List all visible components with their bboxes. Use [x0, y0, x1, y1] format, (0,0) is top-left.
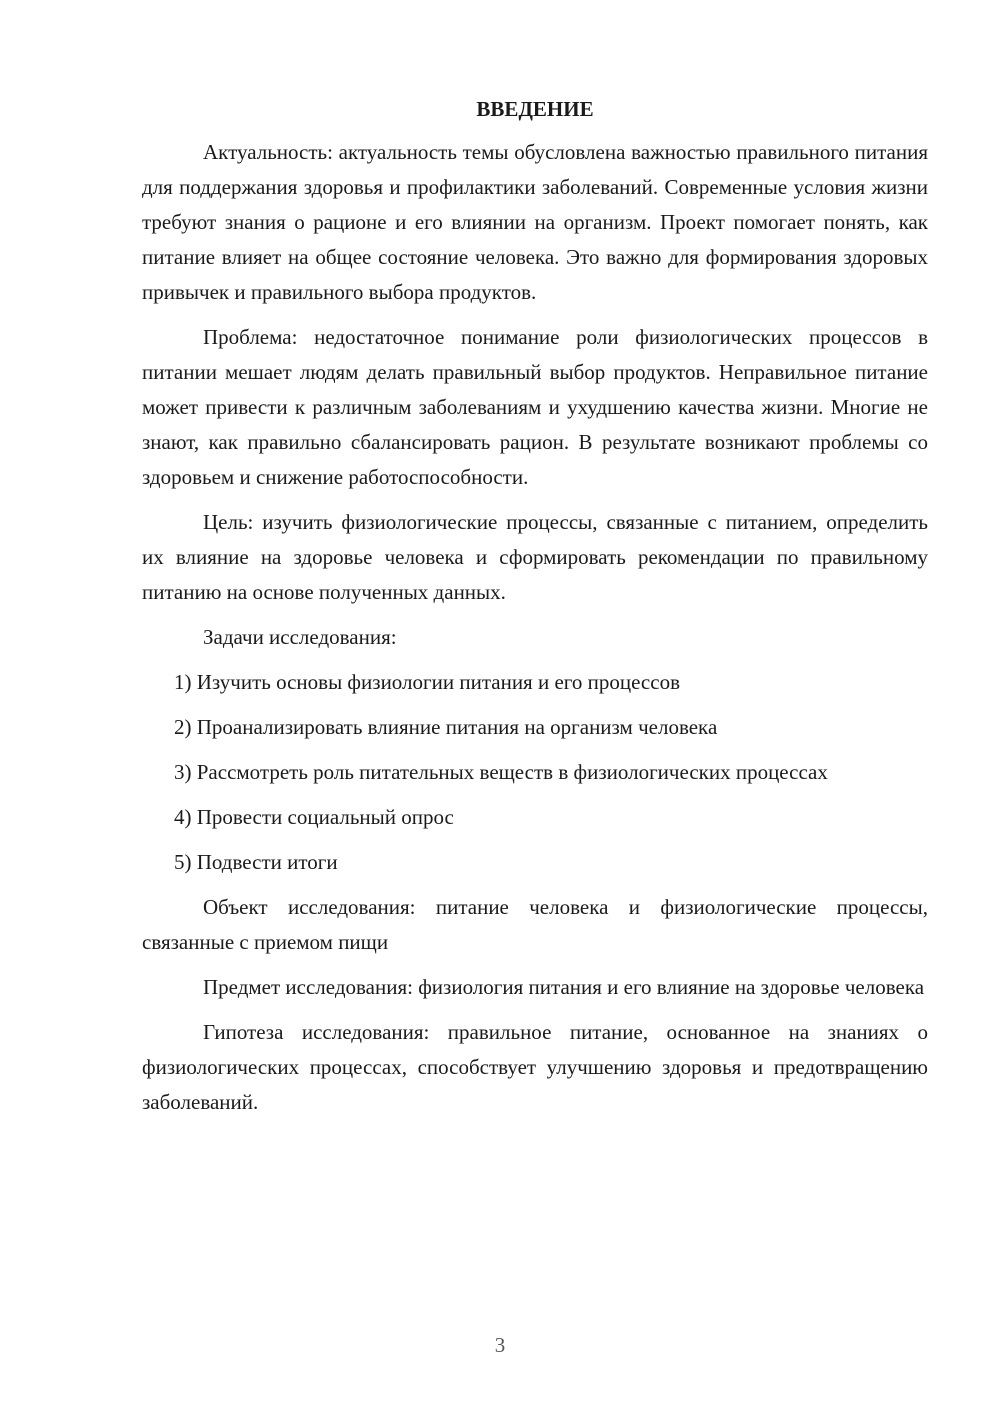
paragraph-object: Объект исследования: питание человека и физиологические процессы, связанные с приемом пищи [142, 895, 928, 954]
paragraph-relevance: Актуальность: актуальность темы обусловлена важностью правильного питания для поддержания здоровья и профилактики заболеваний. Современные условия жизни требуют знания о рационе и его влиянии на организм. Проект помогает понять, как питание влияет на общее состояние человека. Это важно для формирования здоровых привычек и правильного выбора продуктов. [142, 140, 928, 304]
list-item: 2) Проанализировать влияние питания на организм человека [174, 715, 718, 739]
paragraph-goal: Цель: изучить физиологические процессы, связанные с питанием, определить их влияние на здоровье человека и сформировать рекомендации по правильному питанию на основе полученных данных. [142, 510, 928, 604]
paragraph-subject: Предмет исследования: физиология питания и его влияние на здоровье человека [203, 975, 925, 999]
tasks-list [142, 665, 928, 880]
paragraph-tasks-heading: Задачи исследования: [203, 625, 397, 649]
list-item: 4) Провести социальный опрос [174, 805, 454, 829]
paragraph-hypothesis: Гипотеза исследования: правильное питание, основанное на знаниях о физиологических процессах, способствует улучшению здоровья и предотвращению заболеваний. [142, 1020, 928, 1114]
page-number: 3 [494, 1333, 506, 1357]
list-item: 3) Рассмотреть роль питательных веществ в физиологических процессах [174, 760, 828, 784]
paragraph-problem: Проблема: недостаточное понимание роли физиологических процессов в питании мешает людям делать правильный выбор продуктов. Неправильное питание может привести к различным заболеваниям и ухудшению качества жизни. Многие не знают, как правильно сбалансировать рацион. В результате возникают проблемы со здоровьем и снижение работоспособности. [142, 325, 928, 489]
list-item: 5) Подвести итоги [174, 850, 338, 874]
document-page [142, 92, 928, 1130]
page-title: ВВЕДЕНИЕ [476, 97, 594, 121]
list-item: 1) Изучить основы физиологии питания и его процессов [174, 670, 680, 694]
